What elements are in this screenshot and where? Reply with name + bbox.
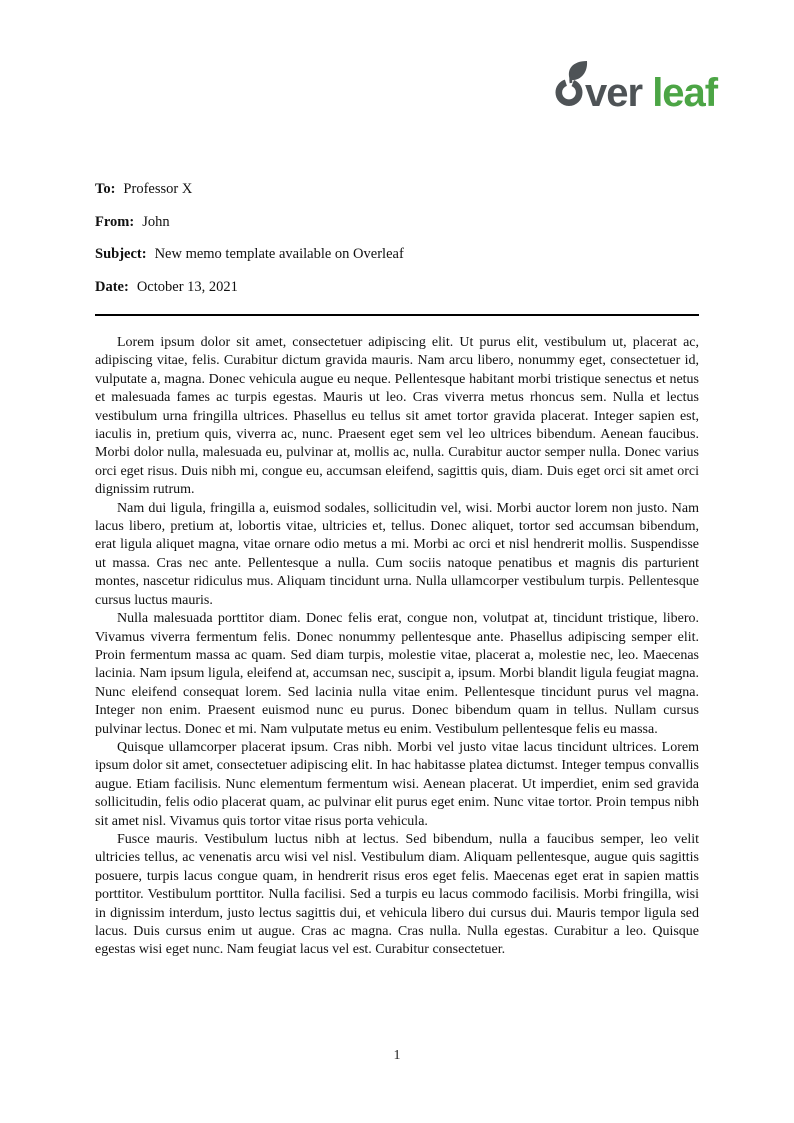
memo-field-from xyxy=(95,213,700,232)
logo-text-dark: ver xyxy=(585,71,643,115)
memo-label-date: Date: xyxy=(95,278,129,295)
memo-field-subject xyxy=(95,245,700,264)
overleaf-o-leaf-icon xyxy=(559,61,587,103)
header-rule xyxy=(95,314,699,316)
logo-o-ring xyxy=(559,82,579,102)
body-paragraph-4: Quisque ullamcorper placerat ipsum. Cras nibh. Morbi vel justo vitae lacus tincidunt ultrices. Lorem ipsum dolor sit amet, consectetuer adipiscing elit. In hac habitasse platea dictumst. Integer tempus convallis augue. Etiam facilisis. Nunc elementum fermentum wisi. Aenean placerat. Ut imperdiet, enim sed gravida sollicitudin, felis odio placerat quam, ac pulvinar elit purus eget enim. Nunc vitae tortor. Proin tempus nibh sit amet nisl. Vivamus quis tortor vitae risus porta vehicula. xyxy=(95,739,699,829)
memo-value-date: October 13, 2021 xyxy=(136,278,238,295)
logo-wordmark xyxy=(585,71,719,115)
logo-text-green: leaf xyxy=(652,71,718,115)
memo-body xyxy=(95,334,699,960)
memo-value-subject: New memo template available on Overleaf xyxy=(154,246,404,262)
memo-field-date xyxy=(95,278,700,297)
memo-header xyxy=(95,180,700,310)
page-number: 1 xyxy=(393,1048,401,1063)
body-paragraph-1: Lorem ipsum dolor sit amet, consectetuer adipiscing elit. Ut purus elit, vestibulum ut, placerat ac, adipiscing vitae, felis. Curabitur dictum gravida mauris. Nam arcu libero, nonummy eget, consectetuer id, vulputate a, magna. Donec vehicula augue eu neque. Pellentesque habitant morbi tristique senectus et netus et malesuada fames ac turpis egestas. Mauris ut leo. Cras viverra metus rhoncus sem. Nulla et lectus vestibulum urna fringilla ultrices. Phasellus eu tellus sit amet tortor gravida placerat. Integer sapien est, iaculis in, pretium quis, viverra ac, nunc. Praesent eget sem vel leo ultrices bibendum. Aenean faucibus. Morbi dolor nulla, malesuada eu, pulvinar at, mollis ac, nulla. Curabitur auctor semper nulla. Donec varius orci eget risus. Duis nibh mi, congue eu, accumsan eleifend, sagittis quis, diam. Duis eget orci sit amet orci dignissim rutrum. xyxy=(95,335,699,498)
body-paragraph-2: Nam dui ligula, fringilla a, euismod sodales, sollicitudin vel, wisi. Morbi auctor lorem non justo. Nam lacus libero, pretium at, lobortis vitae, ultricies et, tellus. Donec aliquet, tortor sed accumsan bibendum, erat ligula aliquet magna, vitae ornare odio metus a mi. Morbi ac orci et nisl hendrerit mollis. Suspendisse ut massa. Cras nec ante. Pellentesque a nulla. Cum sociis natoque penatibus et magnis dis parturient montes, nascetur ridiculus mus. Aliquam tincidunt urna. Nulla ullamcorper vestibulum turpis. Pellentesque cursus luctus mauris. xyxy=(95,500,699,608)
memo-label-from: From: xyxy=(95,213,135,230)
memo-field-to xyxy=(95,180,700,199)
memo-label-to: To: xyxy=(95,181,116,197)
overleaf-logo xyxy=(550,59,718,115)
memo-value-from: John xyxy=(142,213,170,230)
memo-value-to: Professor X xyxy=(123,181,193,197)
body-paragraph-5: Fusce mauris. Vestibulum luctus nibh at lectus. Sed bibendum, nulla a faucibus semper, leo velit ultricies tellus, ac venenatis arcu wisi vel nisl. Vestibulum diam. Aliquam pellentesque, augue quis sagittis posuere, turpis lacus congue quam, in hendrerit risus eros eget felis. Maecenas eget erat in sapien mattis porttitor. Vestibulum porttitor. Nulla facilisi. Sed a turpis eu lacus commodo facilisis. Morbi fringilla, wisi in dignissim interdum, justo lectus sagittis dui, et vehicula libero dui cursus dui. Mauris tempor ligula sed lacus. Duis cursus enim ut augue. Cras ac magna. Cras nulla. Nulla egestas. Curabitur a leo. Quisque egestas wisi eget nunc. Nam feugiat lacus vel est. Curabitur consectetuer. xyxy=(95,831,699,958)
memo-label-subject: Subject: xyxy=(95,246,147,262)
body-paragraph-3: Nulla malesuada porttitor diam. Donec felis erat, congue non, volutpat at, tincidunt tristique, libero. Vivamus viverra fermentum felis. Donec nonummy pellentesque ante. Phasellus adipiscing semper elit. Proin fermentum massa ac quam. Sed diam turpis, molestie vitae, placerat a, molestie nec, leo. Maecenas lacinia. Nam ipsum ligula, eleifend at, accumsan nec, suscipit a, ipsum. Morbi blandit ligula feugiat magna. Nunc eleifend consequat lorem. Sed lacinia nulla vitae enim. Pellentesque tincidunt purus vel magna. Integer non enim. Praesent euismod nunc eu purus. Donec bibendum quam in tellus. Nullam cursus pulvinar lectus. Donec et mi. Nam vulputate metus eu enim. Vestibulum pellentesque felis eu massa. xyxy=(95,611,699,737)
